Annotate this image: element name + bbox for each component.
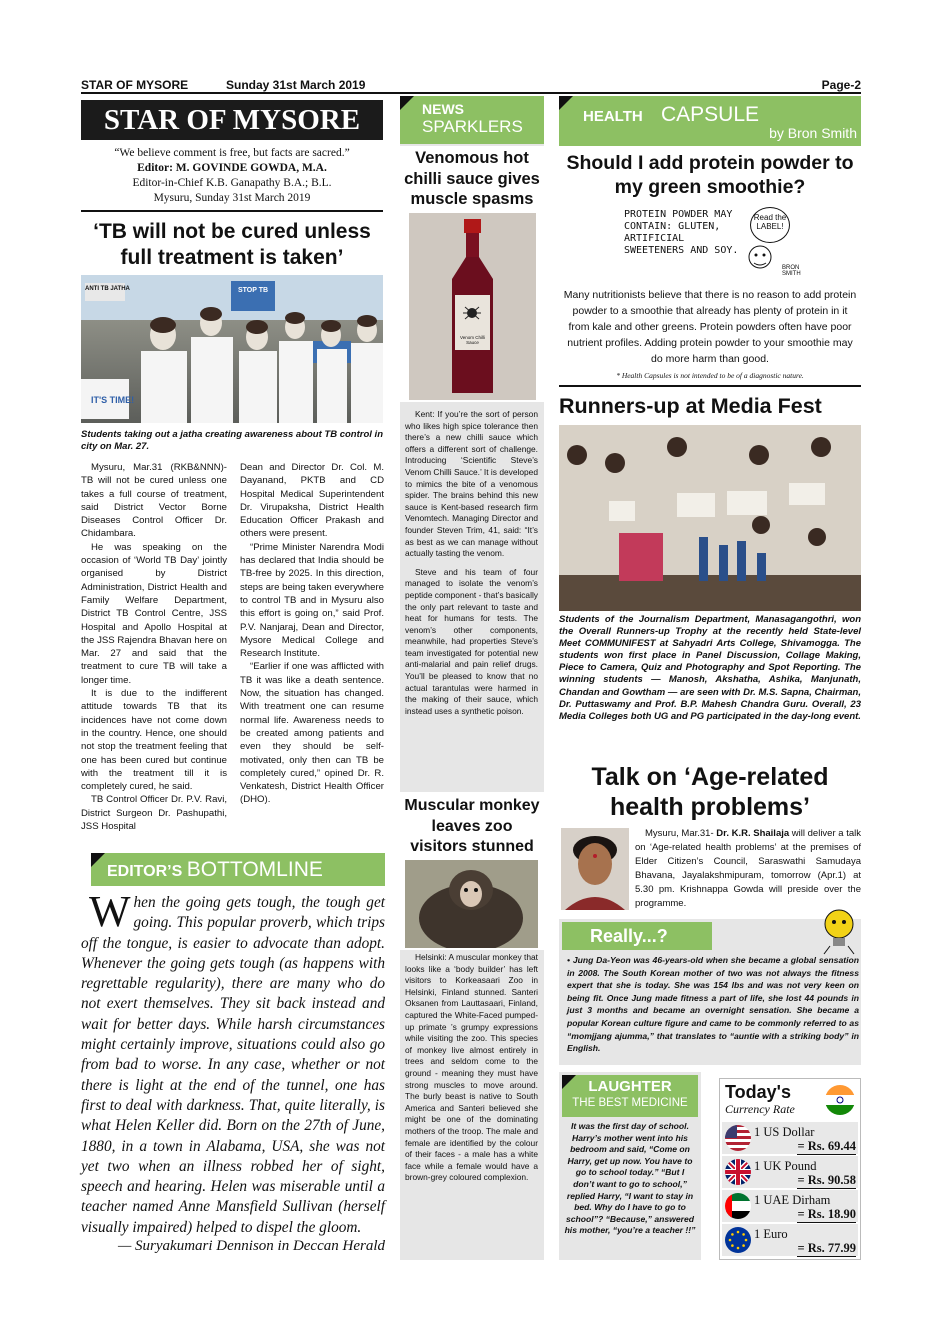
editors-text	[81, 887, 385, 1238]
monkey-body	[405, 952, 538, 1184]
corner-mark	[559, 96, 573, 110]
really-label: Really...?	[562, 922, 712, 950]
currency-row-aed	[722, 1190, 858, 1222]
laughter-joke: It was the first day of school. Harry’s mother went into his bedroom and said, “Come on Harry, get up now. You have to go to school today.” “But I don’t want to go to school,” replied Harry, “I want to stay in bed. Why do I have to go to school”? “Because,” answered his mother, “you’re a teacher !!”	[564, 1121, 696, 1236]
chilli-body	[405, 409, 538, 717]
currency-value: = Rs. 90.58	[797, 1173, 856, 1187]
divider	[559, 385, 861, 387]
masthead-editor: Editor: M. GOVINDE GOWDA, M.A.	[137, 162, 327, 174]
editors-credit: — Suryakumari Dennison in Deccan Herald	[117, 1238, 385, 1254]
laughter-band-label-2: THE BEST MEDICINE	[572, 1097, 688, 1109]
tb-para: Dean and Director Dr. Col. M. Dayanand, PKTB and CD Hospital Medical Superintendent Dr. Virupaksha, District Health Education Officer Prakash and others were present.	[240, 462, 384, 540]
monkey-illustration	[405, 860, 538, 948]
monkey-para: Helsinki: A muscular monkey that looks like a ‘body builder’ has left visitors to Korkeasaari Zoo in Helsinki, Finland stunned. Santeri Oksanen from Lauttasaari, Finland, captured the White-Faced pumped-up primate ’s grumpy expressions while visiting the zoo. This species of monkey live almost entirely in trees and seldom come to the ground - meaning they must have strong muscles to move around. The burly beast is native to South America and Santeri believed she might be one of the dominating mothers of the troop. The male and female are identified by the colour of their faces - a male has a white face while a female would have a brown-grey coloured complexion.	[405, 952, 538, 1183]
masthead-info	[81, 146, 383, 206]
currency-name: 1 US Dollar	[754, 1125, 815, 1139]
tb-para: “Prime Minister Narendra Modi has declared that India should be TB-free by 2025. In this direction, steps are being taken everywhere to control TB and in Mysuru also this effort is going on,” said Prof. P.V. Nanjaraj, Dean and Director, Mysore Medical College and Research Institute.	[240, 541, 384, 660]
really-text: • Jung Da-Yeon was 46-years-old when she became a global sensation in 2008. The South Korean mother of two was not always the fitness expert that she is today. She was 154 lbs and was not very keen on being fit. Once Jung made fitness a part of life, she lost 44 pounds in just 3 months and became an overnight sensation. She became a popular Korean culture figure and came to be commonly referred to as “momjjang ajumma,” that translates to “auntie with a striking body” in English.	[567, 955, 859, 1054]
laughter-band	[562, 1075, 698, 1117]
masthead-motto: “We believe comment is free, but facts are sacred.”	[114, 147, 350, 159]
header-page-number: Page-2	[821, 78, 861, 92]
runners-headline: Runners-up at Media Fest	[559, 394, 822, 418]
chilli-para: Kent: If you’re the sort of person who likes high spice tolerance then there’s a new chilli sauce which offers a different sort of challenge. Introducing ‘Scientific Steve’s Venom Chilli Sauce.’ It is developed to mimics the bite of a venomous spider. The brains behind this new sauce is Kent-based research firm Venomtech. Managing Director and founder Steven Trim, 41, said: “It’s as best as we can manage without actually tasting the venom.	[405, 409, 538, 559]
tb-para: It is due to the indifferent attitude towards TB that its incidences have not come down in the country. Hence, one should not stop the treatment feeling that one has been cured but continue with the treatment till it is completely cured, he said.	[81, 688, 227, 793]
tb-body-col1	[81, 461, 227, 833]
runners-photo	[559, 425, 861, 611]
tb-headline: ‘TB will not be cured unless full treatment is taken’	[93, 220, 371, 269]
tb-photo-sign-1: ANTI TB JATHA	[85, 286, 130, 292]
eu-flag-icon	[724, 1226, 752, 1254]
monkey-headline: Muscular monkey leaves zoo visitors stunned	[404, 797, 540, 855]
tb-para: TB Control Officer Dr. P.V. Ravi, District Surgeon Dr. Pashupathi, JSS Hospital	[81, 794, 227, 833]
editors-band-label: EDITOR’S	[107, 863, 183, 880]
news-sparklers-band	[400, 96, 544, 144]
editors-body: hen the going gets tough, the tough get going. This popular proverb, which trips off the tongue, is easier to advocate than adopt. Whenever the going gets tough (as happens with regrettable regularity), there are many who do not exert themselves. They sit back instead and wait for better days. While harsh circumstances might certainly improve, situations could also go from bad to worse. In any case, whether or not there is light at the end of the tunnel, one has first to deal with darkness. That, quite literally, is what Helen Keller did. Born on the 27th of June, 1880, in a town in Alabama, USA, she was not yet two when an illness robbed her of sight, speech and hearing. Helen was miserable until a teacher named Anne Mansfield Sullivan (herself visually impaired) helped to dispel the gloom.	[81, 894, 385, 1236]
news-band-label: NEWS	[422, 101, 464, 117]
chilli-sauce-photo	[409, 213, 536, 400]
cartoon-text: PROTEIN POWDER MAY CONTAIN: GLUTEN, ARTIFICIAL SWEETENERS AND SOY.	[624, 209, 739, 256]
news-band-label-2: SPARKLERS	[422, 117, 523, 136]
talk-body	[635, 827, 861, 910]
chilli-bottle-illustration	[409, 213, 536, 400]
tb-photo-sign-2: STOP TB	[237, 287, 269, 294]
currency-value: = Rs. 77.99	[797, 1241, 856, 1255]
currency-value: = Rs. 69.44	[797, 1139, 856, 1153]
health-capsule-band	[559, 96, 861, 146]
india-flag-icon	[824, 1084, 856, 1116]
corner-mark	[91, 853, 105, 867]
tb-para: “Earlier if one was afflicted with TB it was like a death sentence. Now, the situation has changed. With treatment one can resume normal life. Awareness needs to be created among patients and even they should be self-motivated, only then can TB be completely cured,” opined Dr. R. Venkatesh, District Health Officer (DHO).	[240, 661, 384, 806]
currency-subtitle: Currency Rate	[725, 1102, 795, 1116]
monkey-photo	[405, 860, 538, 948]
currency-row-gbp	[722, 1156, 858, 1188]
chilli-bottle-label: Venom Chilli Sauce	[459, 335, 485, 345]
speaker-portrait	[561, 828, 629, 910]
currency-name: 1 UAE Dirham	[754, 1193, 831, 1207]
currency-row-eur	[722, 1224, 858, 1256]
cartoon-signature: BRON SMITH	[782, 265, 801, 277]
masthead-editor-in-chief: Editor-in-Chief K.B. Ganapathy B.A.; B.L.	[132, 177, 332, 189]
health-text: Many nutritionists believe that there is no reason to add protein powder to a smoothie that already has plenty of protein in it from kale and other greens. Protein powders often have poor nutrient profiles. Adding protein powder to your smoothie may do more harm than good.	[563, 289, 857, 365]
chilli-headline: Venomous hot chilli sauce gives muscle spasms	[404, 149, 540, 208]
header-date: Sunday 31st March 2019	[226, 78, 366, 92]
uk-flag-icon	[724, 1158, 752, 1186]
editors-dropcap: W	[89, 887, 131, 936]
runners-caption: Students of the Journalism Department, Manasagangothri, won the Overall Runners-up Trophy at the recently held State-level Meet COMMUNIFEST at Sahyadri Arts College, Shivamogga. The students won first place in Panel Discussion, Collage Making, Piece to Camera, Quiz and Photography and Spot Reporting. The winning students — Manosh, Akshatha, Ashika, Manjunath, Chandan and Gowtham — are seen with Dr. M.S. Sapna, Chairman, Dr. Puttaswamy and Prof. B.P. Mahesh Chandra Guru. Overall, 23 Media Colleges both UG and PG participated in the day-long event.	[559, 614, 861, 722]
tb-photo-sign-3: IT'S TIME!	[91, 395, 135, 405]
uae-flag-icon	[724, 1192, 752, 1220]
corner-mark	[562, 1075, 576, 1089]
health-headline: Should I add protein powder to my green smoothie?	[566, 152, 854, 198]
editors-bottomline-band	[91, 853, 385, 886]
lightbulb-icon	[818, 906, 860, 956]
runners-group-illustration	[559, 425, 861, 611]
header-paper-name: STAR OF MYSORE	[81, 78, 189, 92]
talk-text-post: will deliver a talk on ‘Age-related health problems’ at the premises of Elder Citizen’s Council, Saraswathi Samudaya Bhavana, Jayalakshmipuram, tomorrow (Apr.1) at 5.30 pm. Krishnappa Gowda will preside over the programme.	[635, 828, 861, 909]
editors-band-label-2: BOTTOMLINE	[186, 858, 323, 881]
page-header	[81, 76, 861, 94]
health-byline: by Bron Smith	[769, 125, 857, 141]
currency-name: 1 UK Pound	[754, 1159, 817, 1173]
tb-para: He was speaking on the occasion of ‘World TB Day’ jointly organised by District Administration, District Health and Family Welfare Department, District TB Control Centre, JSS Hospital and Apollo Hospital at the JSS Rajendra Bhavan here on Mar. 27 and said that the treatment to cure TB will take a longer time.	[81, 541, 227, 686]
currency-row-usd	[722, 1122, 858, 1154]
laughter-band-label: LAUGHTER	[588, 1078, 672, 1095]
tb-para: Mysuru, Mar.31 (RKB&NNN)- TB will not be cured unless one takes a full course of treatment, said District Vector Borne Diseases Control Officer Dr. Chidambara.	[81, 462, 227, 540]
talk-text-pre: Mysuru, Mar.31-	[645, 828, 717, 839]
us-flag-icon	[724, 1124, 752, 1152]
talk-headline: Talk on ‘Age-related health problems’	[591, 763, 829, 821]
divider	[81, 210, 383, 212]
masthead-dateline: Mysuru, Sunday 31st March 2019	[153, 192, 311, 204]
currency-name: 1 Euro	[754, 1227, 788, 1241]
health-band-label-2: CAPSULE	[661, 103, 760, 126]
tb-photo-caption: Students taking out a jatha creating awareness about TB control in city on Mar. 27.	[81, 429, 383, 452]
tb-body-col2	[240, 461, 384, 807]
currency-value: = Rs. 18.90	[797, 1207, 856, 1221]
corner-mark	[400, 96, 414, 110]
tb-jatha-photo	[81, 275, 383, 423]
health-band-label: HEALTH	[583, 108, 643, 125]
chilli-para: Steve and his team of four managed to isolate the venom’s peptide component - that’s basically the only part relevant to taste and heat for humans for tests. The venom’s other components, meanwhile, had properties Steve’s team investigated for potential new anti-malarial and pain relief drugs. You’ll be pleased to know that no actual tarantulas were harmed in the making of their sauce, which instead uses a synthetic poison.	[405, 566, 538, 716]
talk-para	[635, 827, 861, 910]
talk-speaker: Dr. K.R. Shailaja	[716, 828, 790, 839]
health-disclaimer: * Health Capsules is not intended to be of a diagnostic nature.	[616, 371, 804, 380]
currency-title: Today's	[725, 1082, 791, 1102]
cartoon-bubble: Read the LABEL!	[750, 207, 790, 243]
health-cartoon	[624, 207, 799, 281]
masthead-logo: STAR OF MYSORE	[81, 100, 383, 140]
speaker-photo	[561, 828, 629, 910]
